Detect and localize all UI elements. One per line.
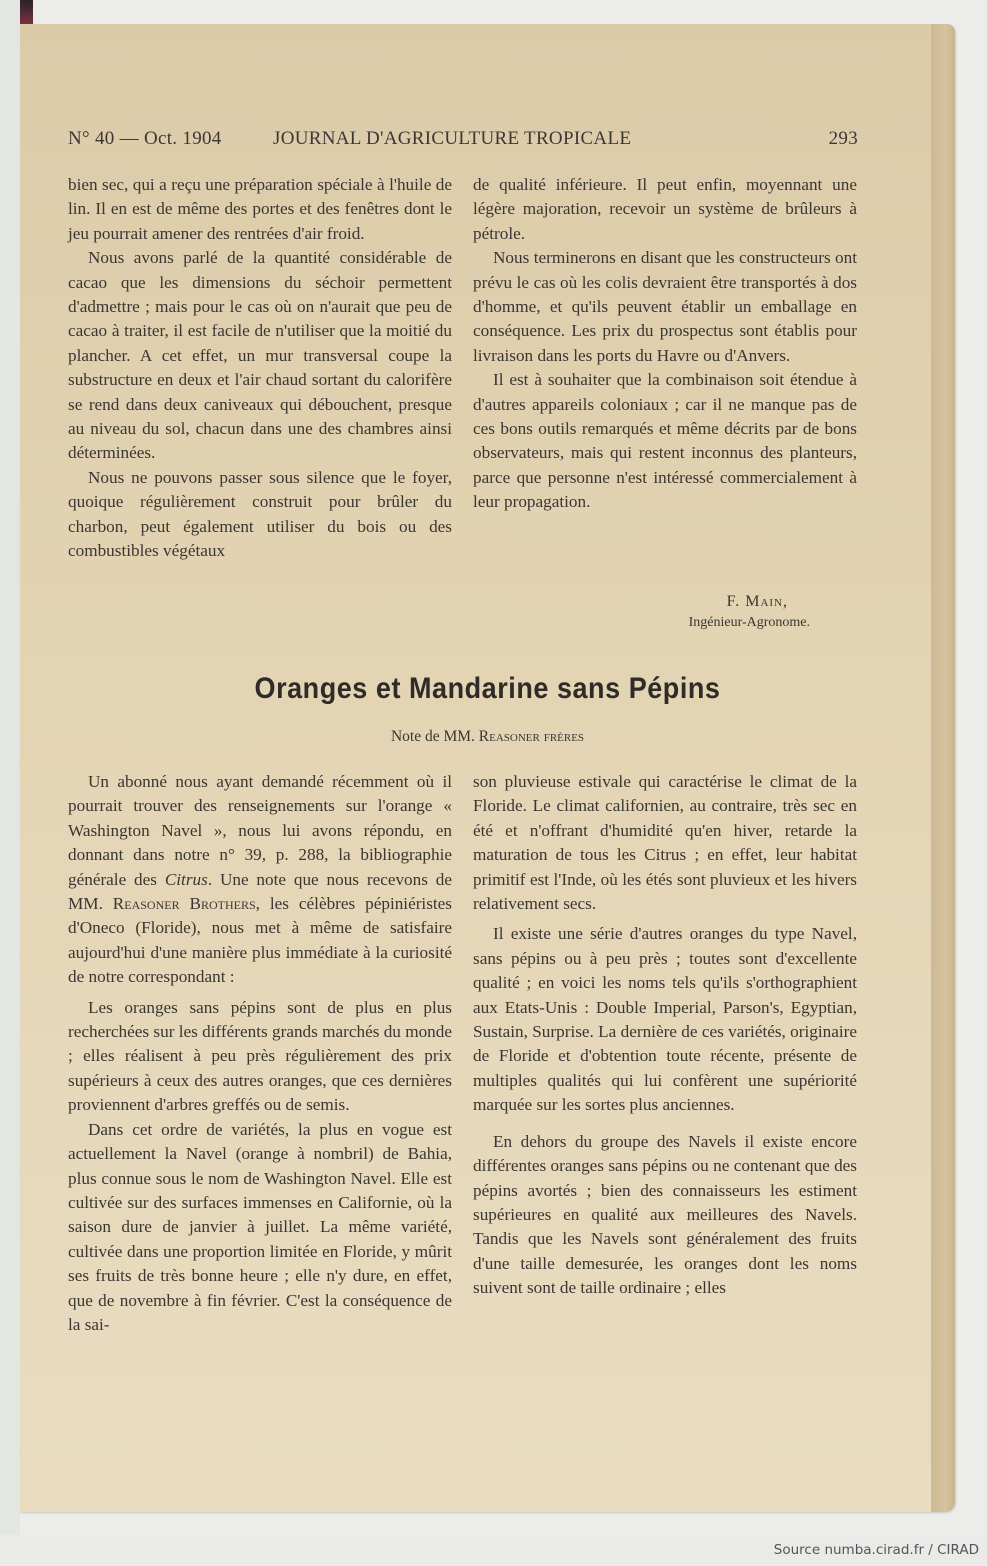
running-head <box>68 128 858 152</box>
text-run: Un abonné nous ayant demandé récemment où il pourrait trouver des renseignements sur l'orange « Washington Navel », nous lui avons répondu, en donnant dans notre n° 39, p. 288, la bibliographie générale des <box>68 772 452 889</box>
article-column-right <box>473 770 857 1301</box>
paragraph: bien sec, qui a reçu une préparation spéciale à l'huile de lin. Il en est de même des portes et des fenêtres dont le jeu pourrait amener des rentrées d'air froid. <box>68 175 452 243</box>
issue-date: N° 40 — Oct. 1904 <box>68 128 222 149</box>
paragraph: Nous avons parlé de la quantité considérable de cacao que les dimensions du séchoir permettent d'admettre ; mais pour le cas où on n'aurait que peu de cacao à traiter, il est facile de n'utiliser que la moitié du plancher. A cet effet, un mur transversal coupe la substructure en deux et l'air chaud sortant du calorifère se rend dans deux caniveaux qui débouchent, presque au niveau du sol, chacun dans une des chambres ainsi déterminées. <box>68 248 452 463</box>
paragraph: son pluvieuse estivale qui caractérise le climat de la Floride. Le climat californien, au contraire, très sec en été et n'offrant d'humidité qu'en hiver, retarde la maturation de tous les Citrus ; en effet, leur habitat primitif est l'Inde, où les étés sont pluvieux et les hivers relativement secs. <box>473 772 857 914</box>
author-signature <box>640 593 860 631</box>
italic-term: Citrus <box>164 869 208 889</box>
subtitle-prefix: Note de MM. <box>390 728 479 745</box>
paragraph: de qualité inférieure. Il peut enfin, moyennant une légère majoration, recevoir un système de brûleurs à pétrole. <box>473 175 857 243</box>
signature-title: Ingénieur-Agronome. <box>688 615 810 630</box>
subtitle-authors: Reasoner frères <box>478 728 585 745</box>
previous-article-column-right <box>473 173 857 515</box>
source-credit: Source numba.cirad.fr / CIRAD <box>773 1542 979 1558</box>
journal-title: JOURNAL D'AGRICULTURE TROPICALE <box>273 128 632 149</box>
article-title: Oranges et Mandarine sans Pépins <box>254 672 721 705</box>
scan-left-edge <box>0 0 20 1535</box>
journal-page <box>20 24 955 1512</box>
paragraph: Nous terminerons en disant que les constructeurs ont prévu le cas où les colis devraient être transportés à dos d'homme, et qu'ils peuvent établir un emballage en conséquence. Les prix du prospectus sont établis pour livraison dans les ports du Havre ou d'Anvers. <box>473 248 857 365</box>
text-run: , les célèbres pépiniéristes d'Oneco (Floride), nous met à même de satisfaire aujourd'hui d'une manière plus immédiate à la curiosité de notre correspondant : <box>68 894 452 987</box>
article-subtitle <box>20 728 955 746</box>
previous-article-column-left <box>68 173 452 564</box>
paragraph: Dans cet ordre de variétés, la plus en vogue est actuellement la Navel (orange à nombril) de Bahia, plus connue sous le nom de Washington Navel. Elle est cultivée sur des surfaces immenses en Californie, où la saison dure de janvier à juillet. La même variété, cultivée dans une proportion limitée en Floride, y mûrit ses fruits de très bonne heure ; elle n'y dure, en effet, que de novembre à fin février. C'est la conséquence de la sai- <box>68 1119 452 1334</box>
paragraph: Il est à souhaiter que la combinaison soit étendue à d'autres appareils coloniaux ; car il ne manque pas de ces bons outils remarqués et même décrits par de bons observateurs, mais qui restent inconnus des planteurs, parce que personne n'est intéressé commercialement à leur propagation. <box>473 370 857 512</box>
paragraph: Il existe une série d'autres oranges du type Navel, sans pépins ou à peu près ; toutes sont d'excellente qualité ; en voici les noms tels qu'ils s'orthographient aux Etats-Unis : Double Imperial, Parson's, Egyptian, Sustain, Surprise. La dernière de ces variétés, originaire de Floride et d'obtention toute récente, présente de multiples qualités qui lui confèrent une supériorité marquée sur les sortes plus anciennes. <box>473 924 857 1115</box>
page-number: 293 <box>828 128 858 149</box>
paragraph: Les oranges sans pépins sont de plus en plus recherchées sur les différents grands marchés du monde ; elles réalisent à peu près régulièrement des prix supérieurs à ceux des autres oranges, que ces dernières proviennent d'arbres greffés ou de semis. <box>68 997 452 1115</box>
signature-name: F. Main, <box>726 593 788 610</box>
article-column-left <box>68 770 452 1337</box>
paragraph: En dehors du groupe des Navels il existe encore différentes oranges sans pépins ou ne contenant que des pépins avortés ; bien des connaisseurs les estiment supérieures en qualité aux meilleures des Navels. Tandis que les Navels sont généralement des fruits d'une taille demesurée, les oranges dont les noms suivent sont de taille ordinaire ; elles <box>473 1131 857 1298</box>
small-caps-name: Reasoner Brothers <box>112 894 256 914</box>
paragraph: Nous ne pouvons passer sous silence que le foyer, quoique régulièrement construit pour brûler du charbon, peut également utiliser du bois ou des combustibles végétaux <box>68 467 452 561</box>
paragraph <box>68 770 452 990</box>
scan-color-mark <box>20 0 33 24</box>
text-run: . Une note que nous recevons de MM. <box>68 869 452 914</box>
page-edge <box>931 24 955 1512</box>
